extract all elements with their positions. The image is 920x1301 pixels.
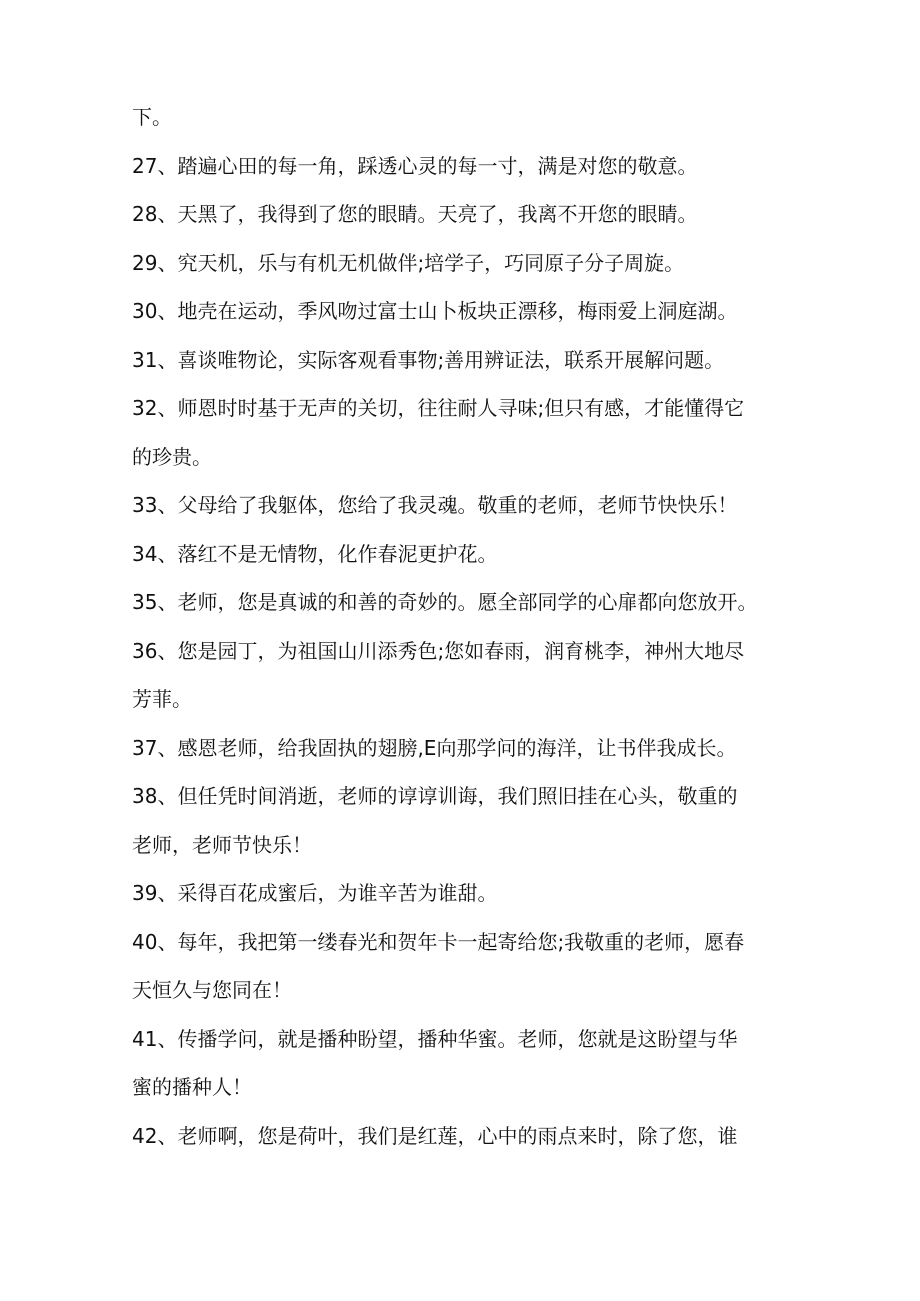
text-line: 29、究天机，乐与有机无机做伴;培学子，巧同原子分子周旋。 bbox=[132, 250, 685, 275]
text-line: 33、父母给了我躯体，您给了我灵魂。敬重的老师，老师节快快乐！ bbox=[132, 493, 738, 517]
text-line: 蜜的播种人！ bbox=[132, 1075, 252, 1099]
text-line: 39、采得百花成蜜后，为谁辛苦为谁甜。 bbox=[132, 881, 498, 905]
text-line: 42、老师啊，您是荷叶，我们是红莲，心中的雨点来时，除了您，谁 bbox=[132, 1123, 738, 1148]
text-line: 芳菲。 bbox=[132, 687, 192, 711]
text-line: 38、但任凭时间消逝，老师的谆谆训诲，我们照旧挂在心头，敬重的 bbox=[132, 784, 738, 808]
text-line: 32、师恩时时基于无声的关切，往往耐人寻味;但只有感，才能懂得它 bbox=[132, 396, 745, 420]
text-line: 的珍贵。 bbox=[132, 444, 212, 469]
text-line: 34、落红不是无情物，化作春泥更护花。 bbox=[132, 541, 498, 566]
text-line: 下。 bbox=[132, 105, 172, 129]
text-line: 35、老师，您是真诚的和善的奇妙的。愿全部同学的心扉都向您放开。 bbox=[132, 590, 758, 614]
text-line: 31、喜谈唯物论，实际客观看事物;善用辨证法，联系开展解问题。 bbox=[132, 347, 725, 372]
text-line: 36、您是园丁，为祖国山川添秀色;您如春雨，润育桃李，神州大地尽 bbox=[132, 638, 745, 663]
text-line: 28、天黑了，我得到了您的眼睛。天亮了，我离不开您的眼睛。 bbox=[132, 202, 698, 226]
text-line: 老师，老师节快乐！ bbox=[132, 832, 312, 857]
text-line: 27、踏遍心田的每一角，踩透心灵的每一寸，满是对您的敬意。 bbox=[132, 153, 698, 178]
text-line: 41、传播学问，就是播种盼望，播种华蜜。老师，您就是这盼望与华 bbox=[132, 1026, 738, 1051]
document-body bbox=[132, 93, 796, 1160]
text-line: 天恒久与您同在！ bbox=[132, 978, 292, 1002]
text-line: 30、地壳在运动，季风吻过富士山卜板块正漂移，梅雨爱上洞庭湖。 bbox=[132, 299, 738, 323]
text-line: 40、每年，我把第一缕春光和贺年卡一起寄给您;我敬重的老师，愿春 bbox=[132, 929, 745, 954]
text-line: 37、感恩老师，给我固执的翅膀,E向那学问的海洋，让书伴我成长。 bbox=[132, 735, 737, 760]
